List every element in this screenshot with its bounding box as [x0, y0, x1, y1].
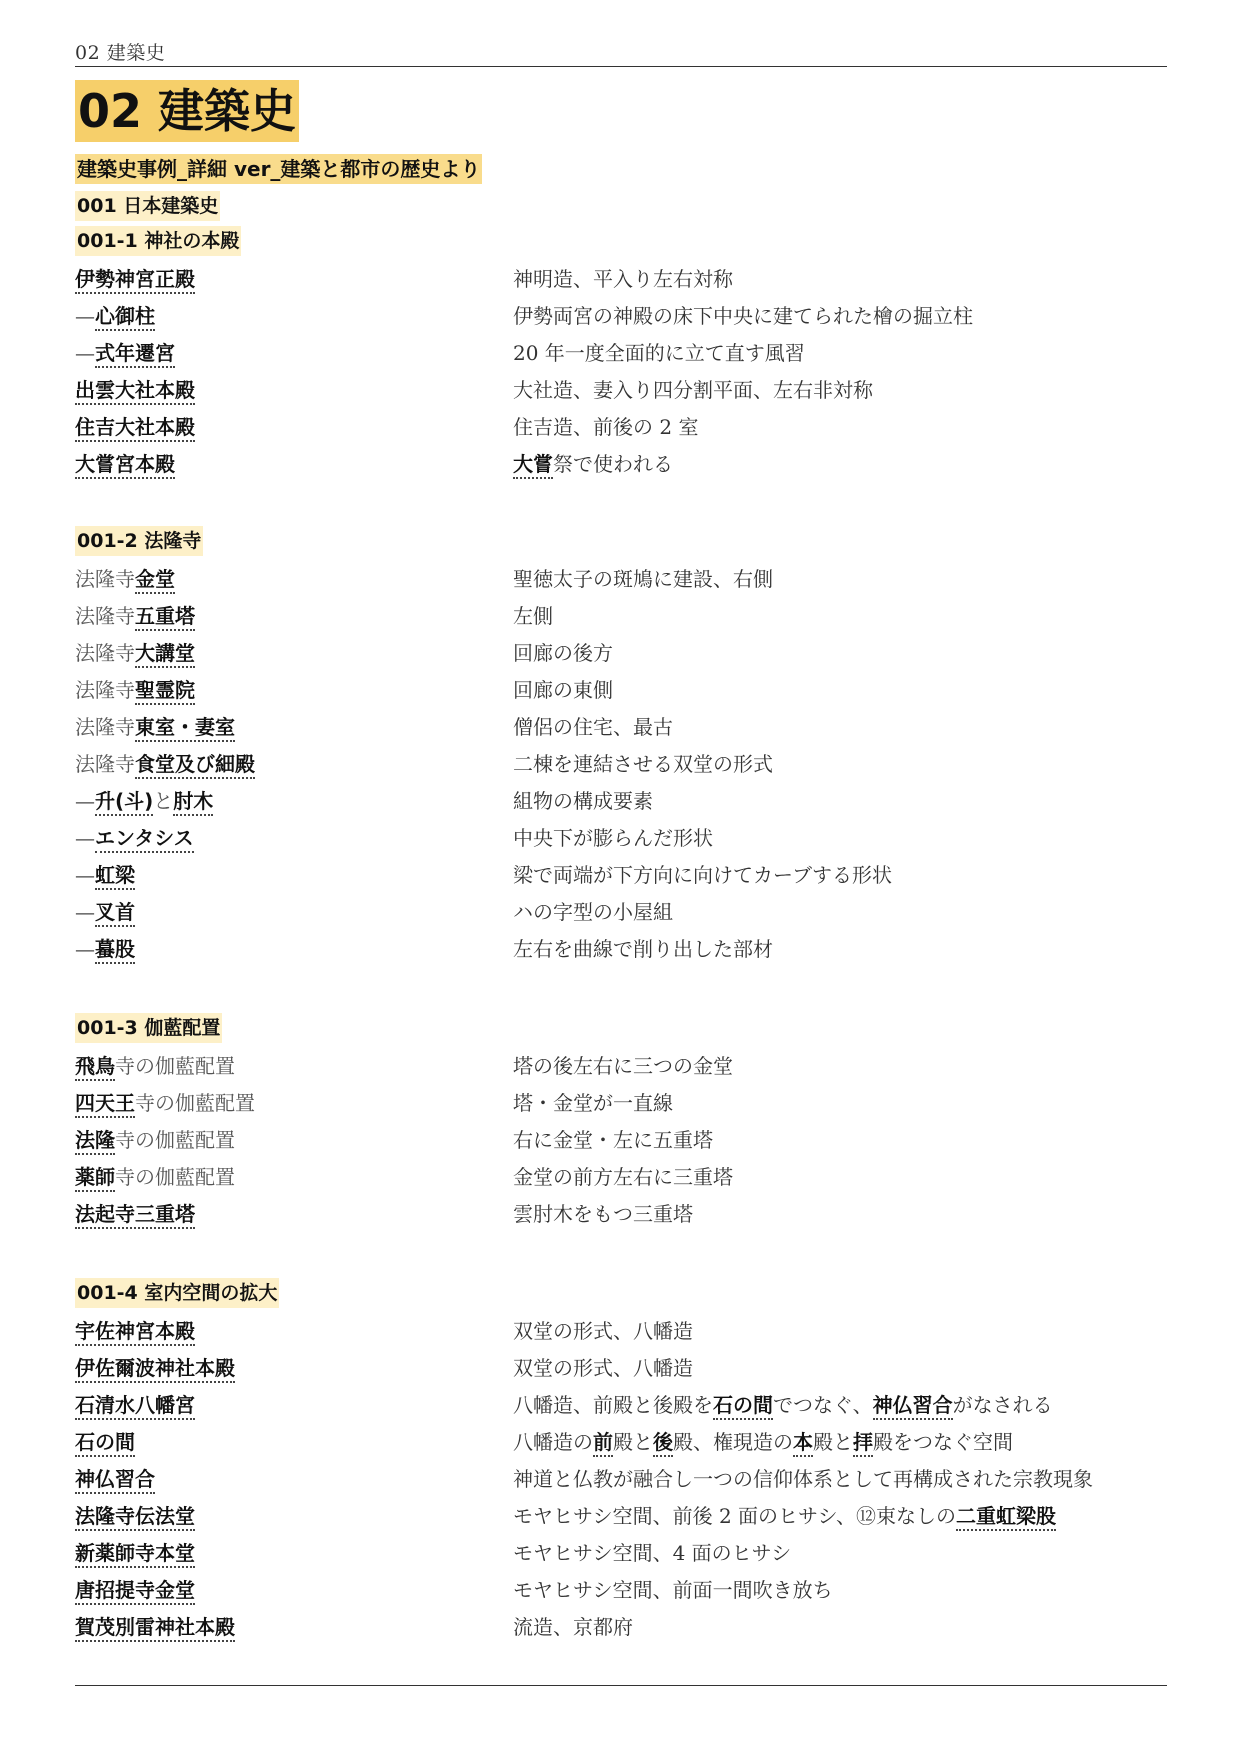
description-cell: 左側 [513, 604, 553, 628]
key-term: 拝 [853, 1430, 873, 1457]
table-row [0, 372, 1241, 409]
term-prefix: 法隆寺 [75, 567, 135, 591]
table-row [0, 561, 1241, 598]
term-cell [75, 783, 213, 820]
description-cell: 雲肘木をもつ三重塔 [513, 1202, 693, 1226]
key-term: 石の間 [75, 1430, 135, 1457]
description-cell: 回廊の後方 [513, 641, 613, 665]
description-cell: 右に金堂・左に五重塔 [513, 1128, 713, 1152]
table-row [0, 1196, 1241, 1233]
description-text: 祭で使われる [553, 452, 673, 476]
key-term: 本 [793, 1430, 813, 1457]
description-cell: 双堂の形式、八幡造 [513, 1319, 693, 1343]
term-cell [75, 1387, 195, 1424]
key-term: 宇佐神宮本殿 [75, 1319, 195, 1346]
document-subtitle: 建築史事例_詳細 ver_建築と都市の歴史より [75, 154, 482, 184]
term-cell [75, 1461, 155, 1498]
term-cell [75, 1085, 255, 1122]
description-cell: 中央下が膨らんだ形状 [513, 826, 713, 850]
table-row [0, 894, 1241, 931]
term-cell [75, 635, 195, 672]
key-term: 神仏習合 [873, 1393, 953, 1420]
description-cell: 住吉造、前後の 2 室 [513, 415, 699, 439]
term-cell [75, 372, 195, 409]
key-term: 心御柱 [95, 304, 155, 331]
table-row [0, 1572, 1241, 1609]
term-cell [75, 446, 175, 483]
description-cell: 神道と仏教が融合し一つの信仰体系として再構成された宗教現象 [513, 1467, 1093, 1491]
key-term: 法起寺三重塔 [75, 1202, 195, 1229]
header-rule [75, 66, 1167, 67]
description-cell: 神明造、平入り左右対称 [513, 267, 733, 291]
key-term: 金堂 [135, 567, 175, 594]
key-term: 法隆寺伝法堂 [75, 1504, 195, 1531]
description-cell: 梁で両端が下方向に向けてカーブする形状 [513, 863, 892, 887]
table-row [0, 746, 1241, 783]
term-cell [75, 561, 175, 598]
key-term: 伊佐爾波神社本殿 [75, 1356, 235, 1383]
dash-prefix: — [75, 900, 95, 924]
description-cell: ハの字型の小屋組 [513, 900, 673, 924]
table-row [0, 298, 1241, 335]
term-prefix: 法隆寺 [75, 715, 135, 739]
term-cell [75, 335, 175, 372]
chapter-heading: 001 日本建築史 [75, 191, 220, 221]
key-term: 二重虹梁股 [956, 1504, 1056, 1531]
description-cell: 二棟を連結させる双堂の形式 [513, 752, 773, 776]
description-text: 八幡造、前殿と後殿を [513, 1393, 713, 1417]
term-cell [75, 1159, 235, 1196]
description-cell: 大社造、妻入り四分割平面、左右非対称 [513, 378, 873, 402]
term-cell [75, 598, 195, 635]
term-prefix: 法隆寺 [75, 678, 135, 702]
key-term: 五重塔 [135, 604, 195, 631]
term-cell [75, 1424, 135, 1461]
key-term: 大講堂 [135, 641, 195, 668]
description-text: でつなぐ、 [773, 1393, 873, 1417]
description-cell [513, 1387, 1053, 1424]
dash-prefix: — [75, 341, 95, 365]
key-term: 前 [593, 1430, 613, 1457]
key-term: 薬師 [75, 1165, 115, 1192]
description-text: 殿、権現造の [673, 1430, 793, 1454]
key-term: 大嘗宮本殿 [75, 452, 175, 479]
key-term: 升(斗) [95, 789, 153, 816]
table-row [0, 931, 1241, 968]
section-heading-001-3: 001-3 伽藍配置 [75, 1013, 222, 1043]
key-term: 式年遷宮 [95, 341, 175, 368]
key-term: 虹梁 [95, 863, 135, 890]
key-term: 四天王 [75, 1091, 135, 1118]
table-row [0, 1461, 1241, 1498]
key-term: 新薬師寺本堂 [75, 1541, 195, 1568]
description-text: がなされる [952, 1393, 1053, 1417]
key-term: 唐招提寺金堂 [75, 1578, 195, 1605]
key-term: 蟇股 [95, 937, 135, 964]
dash-prefix: — [75, 937, 95, 961]
key-term: 賀茂別雷神社本殿 [75, 1615, 235, 1642]
description-cell [513, 1424, 1013, 1461]
table-row [0, 598, 1241, 635]
term-prefix: 法隆寺 [75, 752, 135, 776]
key-term: 後 [653, 1430, 673, 1457]
table-row [0, 857, 1241, 894]
term-cell [75, 894, 135, 931]
term-cell [75, 1313, 195, 1350]
key-term: 肘木 [173, 789, 213, 816]
term-cell [75, 746, 255, 783]
table-row [0, 261, 1241, 298]
term-cell [75, 820, 194, 857]
description-cell: 20 年一度全面的に立て直す風習 [513, 341, 805, 365]
dash-prefix: — [75, 789, 95, 813]
dash-prefix: — [75, 826, 95, 850]
description-cell: 塔の後左右に三つの金堂 [513, 1054, 733, 1078]
table-row [0, 446, 1241, 483]
description-cell: 組物の構成要素 [513, 789, 653, 813]
section-heading-001-2: 001-2 法隆寺 [75, 526, 203, 556]
section-heading-001-1: 001-1 神社の本殿 [75, 226, 241, 256]
key-term: 飛鳥 [75, 1054, 115, 1081]
dash-prefix: — [75, 863, 95, 887]
section-heading-001-4: 001-4 室内空間の拡大 [75, 1278, 279, 1308]
term-cell [75, 931, 135, 968]
key-term: 住吉大社本殿 [75, 415, 195, 442]
term-suffix: 寺の伽藍配置 [135, 1091, 255, 1115]
description-cell: 金堂の前方左右に三重塔 [513, 1165, 733, 1189]
description-text: モヤヒサシ空間、前後 2 面のヒサシ、⑫束なしの [513, 1504, 957, 1528]
term-suffix: 寺の伽藍配置 [115, 1128, 235, 1152]
term-cell [75, 1048, 235, 1085]
page-title: 02 建築史 [75, 80, 299, 142]
description-text: 殿と [813, 1430, 853, 1454]
table-row [0, 1609, 1241, 1646]
table-row [0, 820, 1241, 857]
key-term: 東室・妻室 [135, 715, 235, 742]
description-cell: 流造、京都府 [513, 1615, 633, 1639]
term-cell [75, 1609, 235, 1646]
description-cell [513, 1498, 1056, 1535]
description-cell: 左右を曲線で削り出した部材 [513, 937, 773, 961]
key-term: 出雲大社本殿 [75, 378, 195, 405]
term-cell [75, 1350, 235, 1387]
key-term: 大嘗 [513, 452, 553, 479]
key-term: 叉首 [95, 900, 135, 927]
table-row [0, 783, 1241, 820]
description-cell: 聖徳太子の斑鳩に建設、右側 [513, 567, 773, 591]
description-cell: 伊勢両宮の神殿の床下中央に建てられた檜の掘立柱 [513, 304, 973, 328]
description-cell: 僧侶の住宅、最古 [513, 715, 673, 739]
table-row [0, 709, 1241, 746]
term-suffix: 寺の伽藍配置 [115, 1054, 235, 1078]
term-suffix: 寺の伽藍配置 [115, 1165, 235, 1189]
table-row [0, 1387, 1241, 1424]
term-prefix: 法隆寺 [75, 604, 135, 628]
description-cell [513, 446, 673, 483]
term-cell [75, 1498, 195, 1535]
key-term: 食堂及び細殿 [135, 752, 255, 779]
table-row [0, 1498, 1241, 1535]
table-row [0, 1085, 1241, 1122]
key-term: 石の間 [713, 1393, 773, 1420]
table-row [0, 335, 1241, 372]
description-cell: モヤヒサシ空間、前面一間吹き放ち [513, 1578, 833, 1602]
table-row [0, 1159, 1241, 1196]
term-cell [75, 1196, 195, 1233]
description-cell: 双堂の形式、八幡造 [513, 1356, 693, 1380]
term-cell [75, 409, 195, 446]
table-row [0, 635, 1241, 672]
description-text: 殿をつなぐ空間 [873, 1430, 1013, 1454]
table-row [0, 1424, 1241, 1461]
term-cell [75, 672, 195, 709]
term-cell [75, 298, 155, 335]
description-cell: モヤヒサシ空間、4 面のヒサシ [513, 1541, 792, 1565]
term-connector: と [153, 789, 174, 813]
key-term: 法隆 [75, 1128, 115, 1155]
description-text: 八幡造の [513, 1430, 593, 1454]
term-cell [75, 1535, 195, 1572]
key-term: エンタシス [95, 826, 194, 853]
dash-prefix: — [75, 304, 95, 328]
description-cell: 回廊の東側 [513, 678, 613, 702]
table-row [0, 1122, 1241, 1159]
key-term: 神仏習合 [75, 1467, 155, 1494]
description-text: 殿と [613, 1430, 653, 1454]
table-row [0, 1350, 1241, 1387]
key-term: 伊勢神宮正殿 [75, 267, 195, 294]
description-cell: 塔・金堂が一直線 [513, 1091, 673, 1115]
term-prefix: 法隆寺 [75, 641, 135, 665]
table-row [0, 672, 1241, 709]
key-term: 石清水八幡宮 [75, 1393, 195, 1420]
term-cell [75, 261, 195, 298]
term-cell [75, 709, 235, 746]
term-cell [75, 1122, 235, 1159]
table-row [0, 1535, 1241, 1572]
term-cell [75, 1572, 195, 1609]
footer-rule [75, 1685, 1167, 1686]
table-row [0, 1048, 1241, 1085]
key-term: 聖霊院 [135, 678, 195, 705]
table-row [0, 1313, 1241, 1350]
term-cell [75, 857, 135, 894]
running-title: 02 建築史 [75, 42, 166, 64]
table-row [0, 409, 1241, 446]
